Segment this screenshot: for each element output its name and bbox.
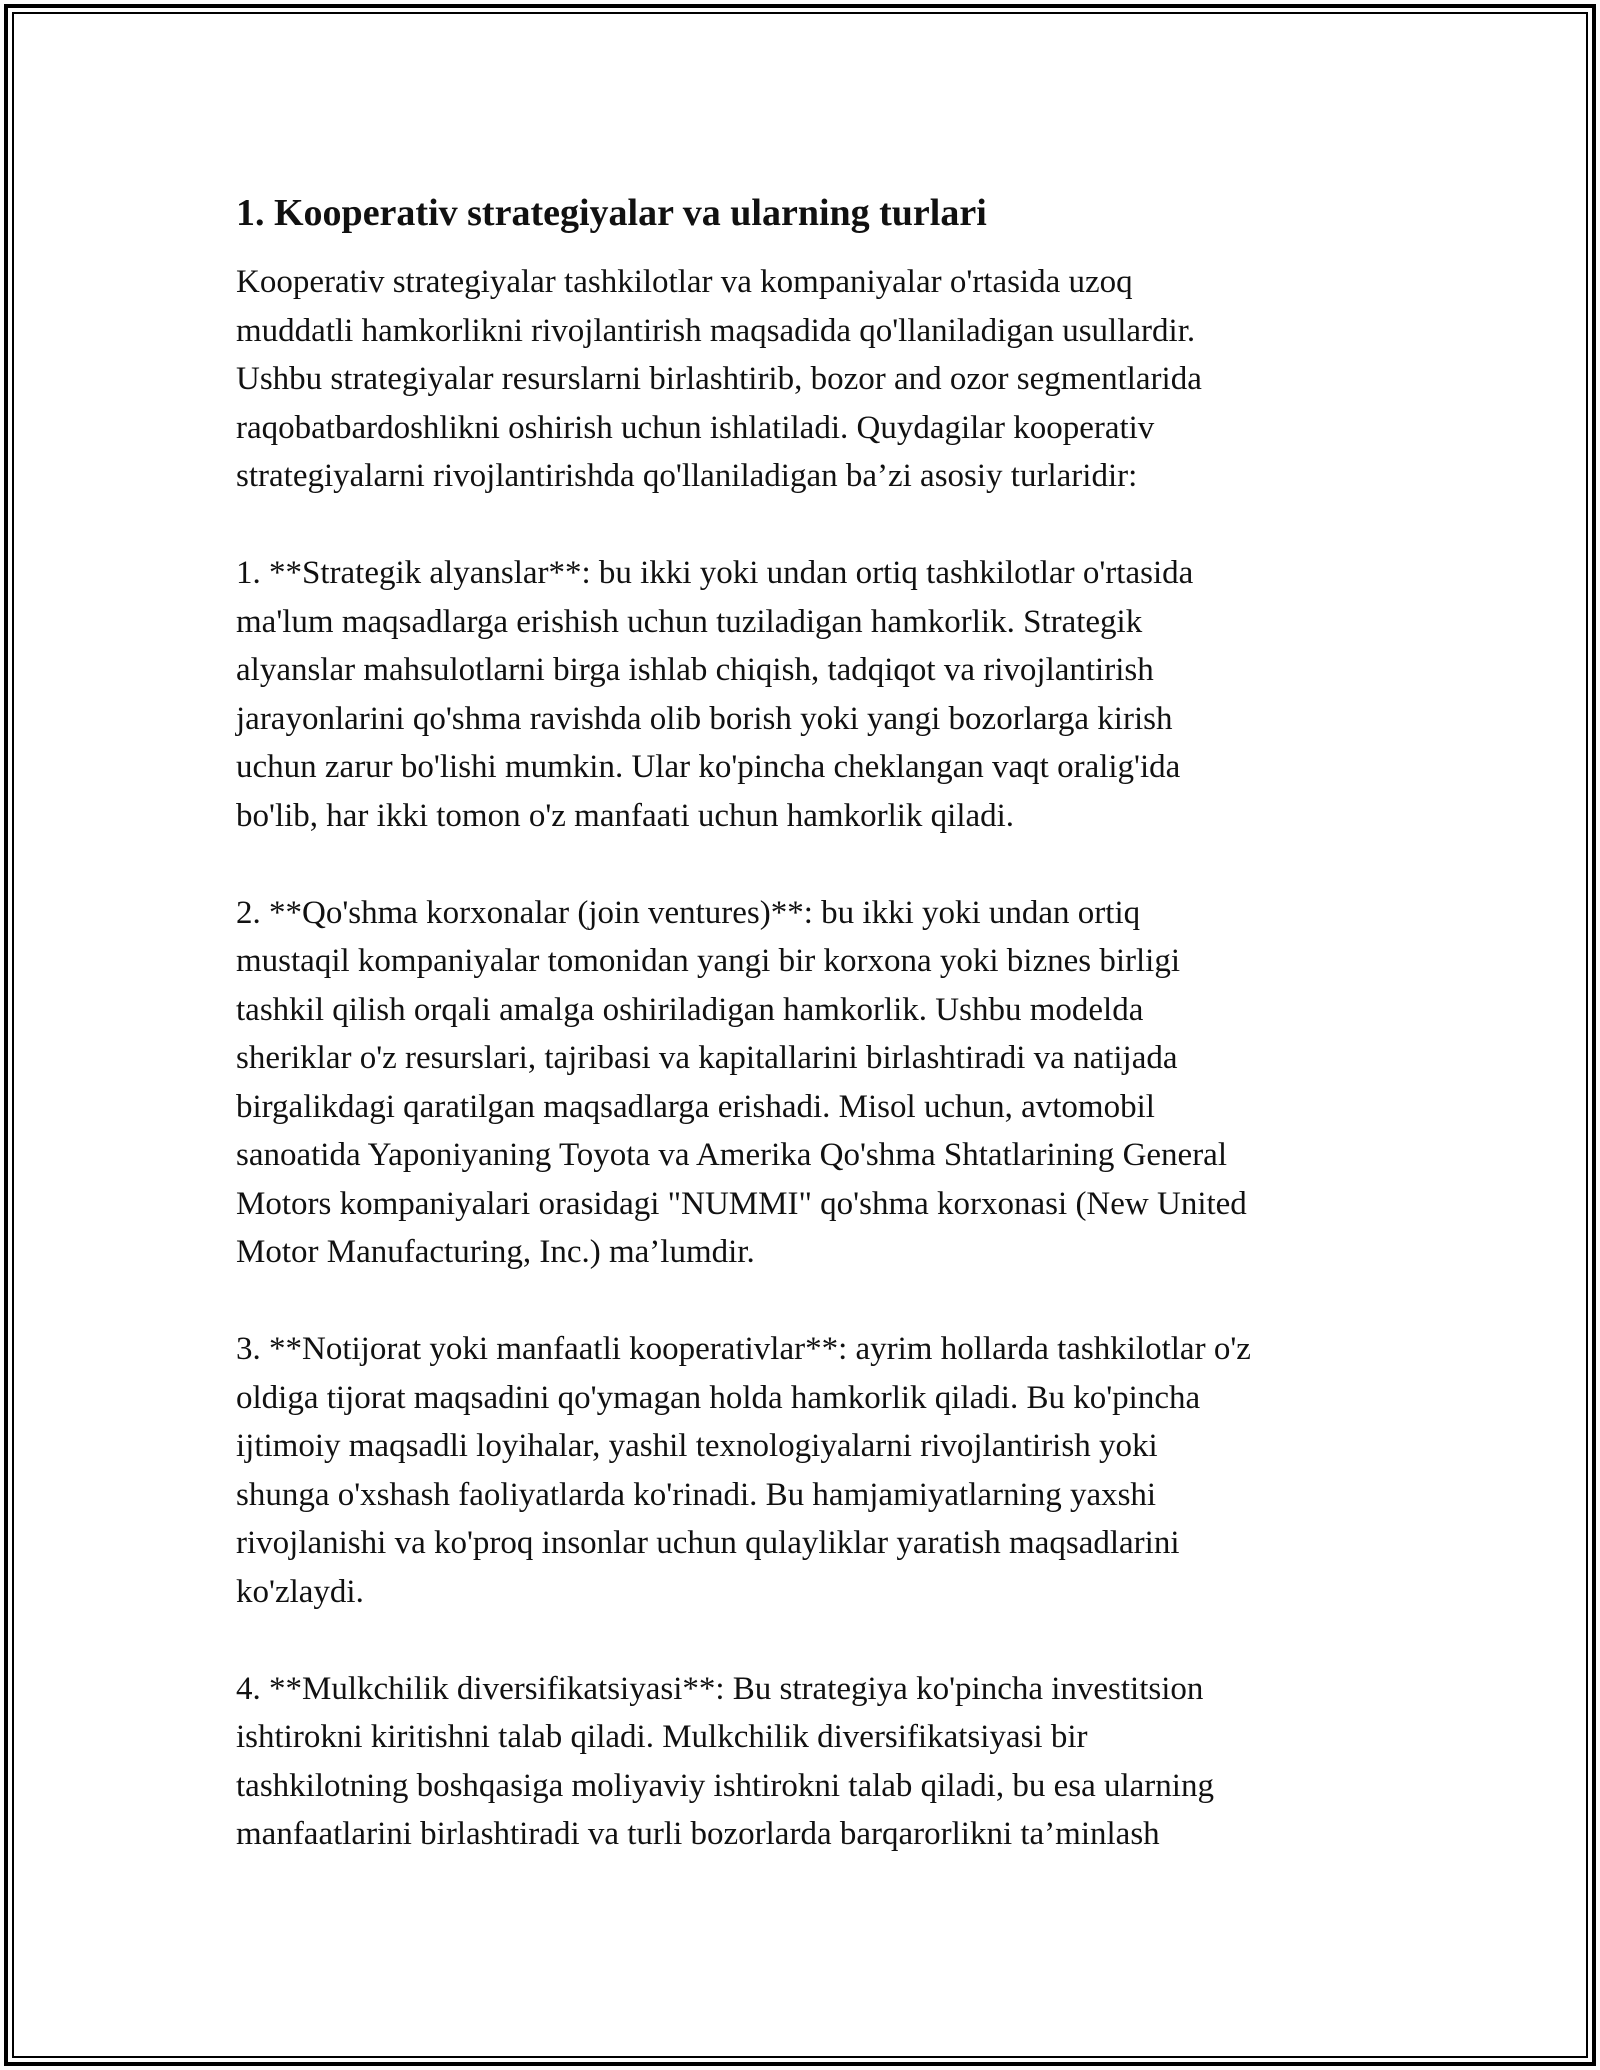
text-line: uchun zarur bo'lishi mumkin. Ular ko'pincha cheklangan vaqt oralig'ida [236, 749, 1181, 785]
text-line: oldiga tijorat maqsadini qo'ymagan holda hamkorlik qiladi. Bu ko'pincha [236, 1379, 1201, 1416]
intro-paragraph [236, 258, 1376, 501]
text-line: shunga o'xshash faoliyatlarda ko'rinadi. Bu hamjamiyatlarning yaxshi [236, 1476, 1157, 1513]
text-line: rivojlanishi va ko'proq insonlar uchun qulayliklar yaratish maqsadlarini [236, 1525, 1180, 1561]
text-line: Ushbu strategiyalar resurslarni birlashtirib, bozor and ozor segmentlarida [236, 361, 1202, 397]
text-line: 1. **Strategik alyanslar**: bu ikki yoki undan ortiq tashkilotlar o'rtasida [236, 555, 1194, 591]
text-line: 3. **Notijorat yoki manfaatli kooperativlar**: ayrim hollarda tashkilotlar o'z [236, 1331, 1251, 1367]
text-line: sheriklar o'z resurslari, tajribasi va kapitallarini birlashtiradi va natijada [236, 1040, 1178, 1076]
text-line: Motors kompaniyalari orasidagi "NUMMI" qo'shma korxonasi (New United [236, 1185, 1247, 1222]
text-line: ishtirokni kiritishni talab qiladi. Mulkchilik diversifikatsiyasi bir [236, 1719, 1088, 1755]
document-body [236, 186, 1376, 1859]
text-line: 2. **Qo'shma korxonalar (join ventures)**: bu ikki yoki undan ortiq [236, 894, 1141, 931]
text-line: alyanslar mahsulotlarni birga ishlab chiqish, tadqiqot va rivojlantirish [236, 652, 1154, 688]
text-line: sanoatida Yaponiyaning Toyota va Amerika Qo'shma Shtatlarining General [236, 1137, 1227, 1173]
text-line: ko'zlaydi. [236, 1573, 364, 1610]
text-line: strategiyalarni rivojlantirishda qo'llaniladigan ba’zi asosiy turlaridir: [236, 458, 1138, 494]
text-line: jarayonlarini qo'shma ravishda olib borish yoki yangi bozorlarga kirish [236, 700, 1173, 737]
text-line: tashkilotning boshqasiga moliyaviy ishtirokni talab qiladi, bu esa ularning [236, 1767, 1214, 1804]
list-item-ownership-diversification [236, 1665, 1376, 1859]
list-item-nonprofit-cooperatives [236, 1325, 1376, 1616]
text-line: bo'lib, har ikki tomon o'z manfaati uchun hamkorlik qiladi. [236, 797, 1015, 834]
text-line: Motor Manufacturing, Inc.) ma’lumdir. [236, 1234, 755, 1270]
text-line: ma'lum maqsadlarga erishish uchun tuziladigan hamkorlik. Strategik [236, 603, 1143, 640]
list-item-strategic-alliances [236, 549, 1376, 840]
text-line: muddatli hamkorlikni rivojlantirish maqsadida qo'llaniladigan usullardir. [236, 312, 1196, 349]
text-line: 4. **Mulkchilik diversifikatsiyasi**: Bu strategiya ko'pincha investitsion [236, 1670, 1204, 1707]
text-line: tashkil qilish orqali amalga oshiriladigan hamkorlik. Ushbu modelda [236, 991, 1144, 1028]
text-line: Kooperativ strategiyalar tashkilotlar va kompaniyalar o'rtasida uzoq [236, 264, 1133, 300]
text-line: mustaqil kompaniyalar tomonidan yangi bir korxona yoki biznes birligi [236, 943, 1180, 979]
section-heading: 1. Kooperativ strategiyalar va ularning turlari [236, 192, 987, 234]
text-line: manfaatlarini birlashtiradi va turli bozorlarda barqarorlikni ta’minlash [236, 1816, 1160, 1852]
list-item-joint-ventures [236, 889, 1376, 1277]
text-line: ijtimoiy maqsadli loyihalar, yashil texnologiyalarni rivojlantirish yoki [236, 1428, 1158, 1464]
text-line: birgalikdagi qaratilgan maqsadlarga erishadi. Misol uchun, avtomobil [236, 1088, 1155, 1125]
text-line: raqobatbardoshlikni oshirish uchun ishlatiladi. Quydagilar kooperativ [236, 409, 1155, 446]
